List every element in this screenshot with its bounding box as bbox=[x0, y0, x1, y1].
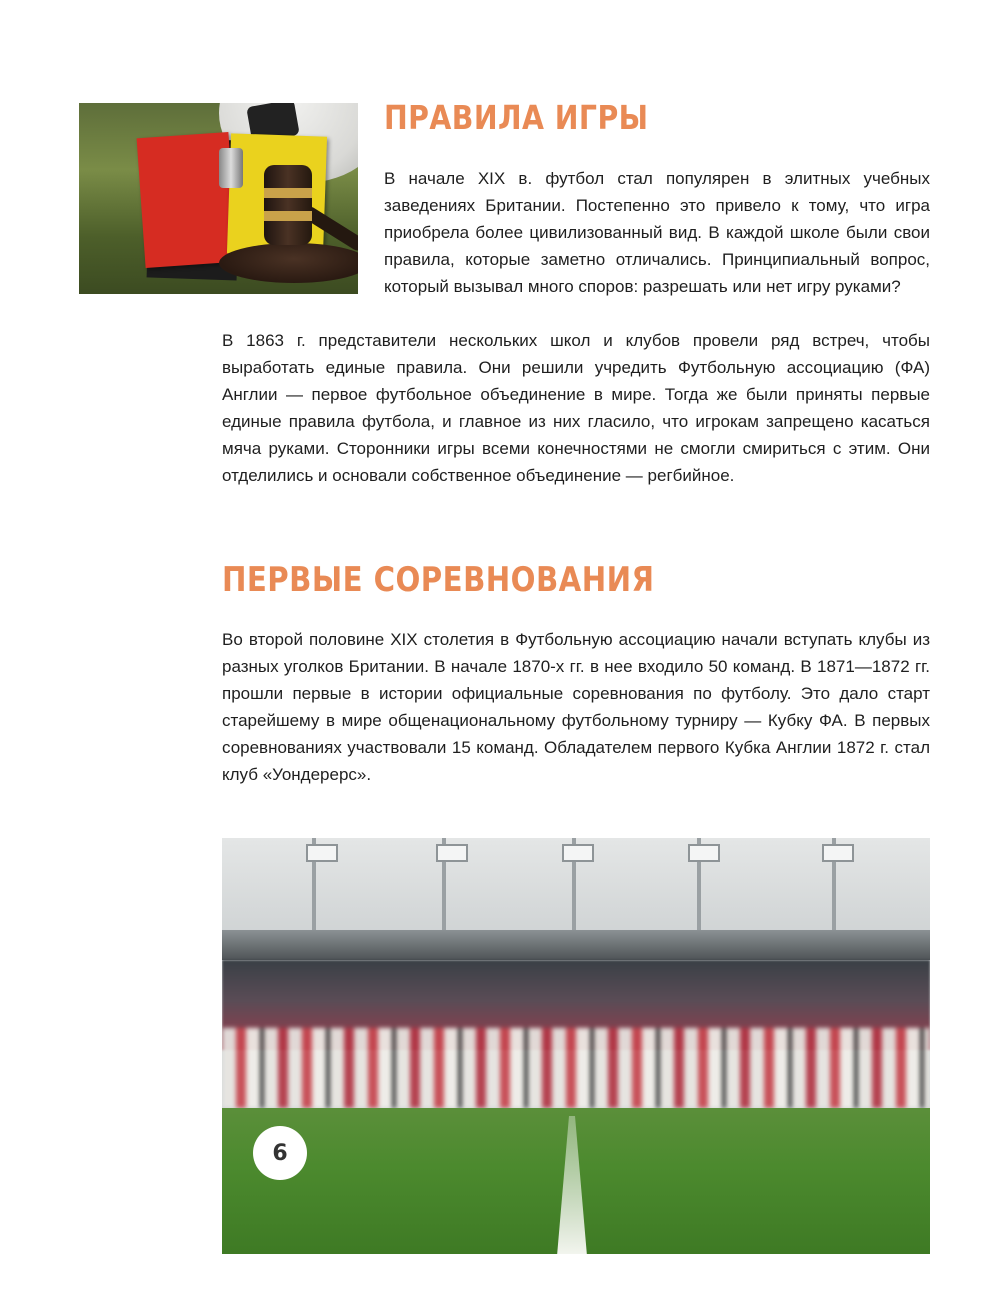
section-heading-competitions: ПЕРВЫЕ СОРЕВНОВАНИЯ bbox=[222, 560, 655, 600]
gavel-band bbox=[264, 211, 312, 221]
stadium-photo bbox=[222, 838, 930, 1254]
gavel-block bbox=[219, 243, 358, 283]
whistle bbox=[219, 148, 243, 188]
paragraph-rules-intro: В начале XIX в. футбол стал популярен в элитных учебных заведениях Британии. Постепенно это привело к тому, что игра приобрела более цивилизованный вид. В каждой школе были свои правила, которые заметно отличались. Принципиальный вопрос, который вызывал много споров: разрешать или нет игру руками? bbox=[384, 169, 930, 296]
referee-cards-gavel-photo bbox=[79, 103, 358, 294]
floodlight bbox=[306, 844, 338, 862]
floodlight bbox=[688, 844, 720, 862]
players-lineup bbox=[222, 1028, 930, 1108]
gavel-band bbox=[264, 188, 312, 198]
floodlight bbox=[562, 844, 594, 862]
page-number: 6 bbox=[253, 1126, 307, 1180]
gavel-head bbox=[264, 165, 312, 245]
paragraph-competitions: Во второй половине XIX столетия в Футбольную ассоциацию начали вступать клубы из разных уголков Британии. В начале 1870-х гг. в нее входило 50 команд. В 1871—1872 гг. прошли первые в истории официальные соревнования по футболу. Это дало старт старейшему в мире общенациональному футбольному турниру — Кубку ФА. В первых соревнованиях участвовали 15 команд. Обладателем первого Кубка Англии 1872 г. стал клуб «Уондерерс». bbox=[222, 630, 930, 784]
paragraph-rules-fa: В 1863 г. представители нескольких школ и клубов провели ряд встреч, чтобы выработать единые правила. Они решили учредить Футбольную ассоциацию (ФА) Англии — первое футбольное объединение в мире. Тогда же были приняты первые единые правила футбола, и главное из них гласило, что игрокам запрещено касаться мяча руками. Сторонники игры всеми конечностями не смогли смириться с этим. Они отделились и основали собственное объединение — регбийное. bbox=[222, 331, 930, 485]
floodlight bbox=[822, 844, 854, 862]
stadium-roof bbox=[222, 930, 930, 960]
section-heading-rules: ПРАВИЛА ИГРЫ bbox=[384, 98, 649, 137]
floodlight bbox=[436, 844, 468, 862]
